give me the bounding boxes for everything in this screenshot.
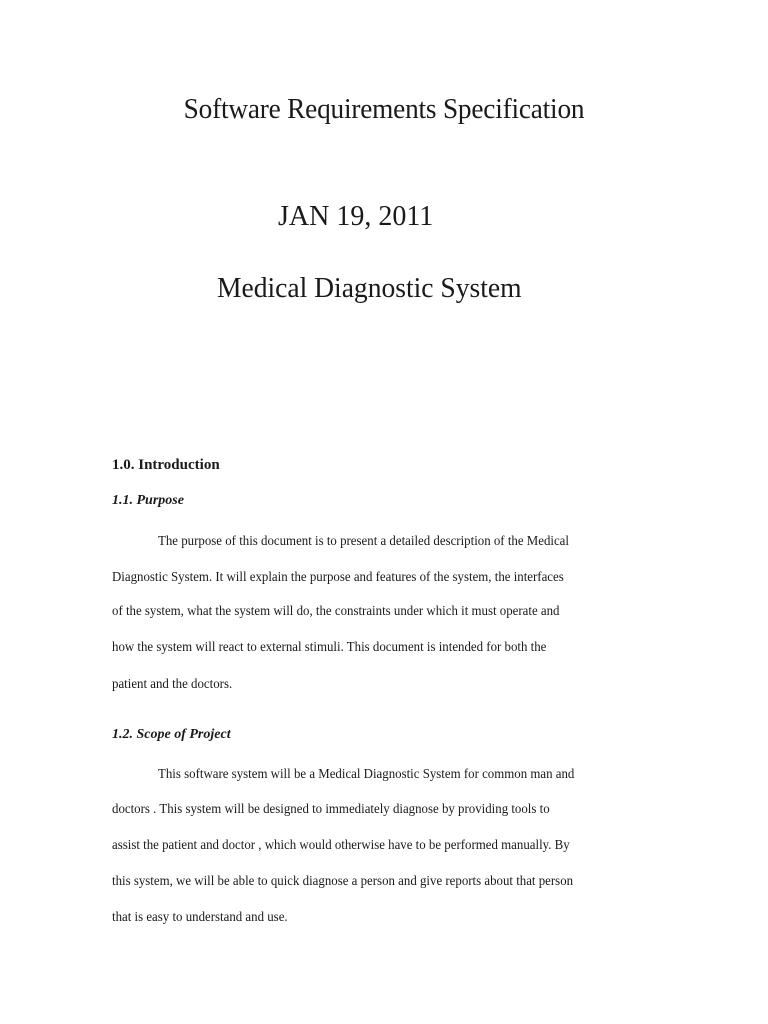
section-heading-introduction: 1.0. Introduction bbox=[112, 457, 220, 473]
document-date: JAN 19, 2011 bbox=[278, 201, 434, 232]
subsection-heading-purpose: 1.1. Purpose bbox=[112, 493, 184, 508]
scope-paragraph-line: this system, we will be able to quick diagnose a person and give reports about that person bbox=[112, 874, 574, 889]
scope-paragraph-line: doctors . This system will be designed to immediately diagnose by providing tools to bbox=[112, 802, 550, 817]
purpose-paragraph-line: Diagnostic System. It will explain the purpose and features of the system, the interfaces bbox=[112, 570, 564, 585]
purpose-paragraph-line: patient and the doctors. bbox=[112, 677, 233, 692]
purpose-paragraph-line: of the system, what the system will do, the constraints under which it must operate and bbox=[112, 604, 560, 619]
purpose-paragraph-line: how the system will react to external stimuli. This document is intended for both the bbox=[112, 640, 547, 655]
purpose-paragraph-line: The purpose of this document is to present a detailed description of the Medical bbox=[158, 534, 569, 549]
scope-paragraph-line: This software system will be a Medical Diagnostic System for common man and bbox=[158, 767, 575, 782]
scope-paragraph-line: that is easy to understand and use. bbox=[112, 910, 288, 925]
subsection-heading-scope: 1.2. Scope of Project bbox=[112, 727, 231, 742]
system-name: Medical Diagnostic System bbox=[217, 272, 522, 304]
document-title: Software Requirements Specification bbox=[183, 93, 585, 125]
scope-paragraph-line: assist the patient and doctor , which would otherwise have to be performed manually. By bbox=[112, 838, 570, 853]
